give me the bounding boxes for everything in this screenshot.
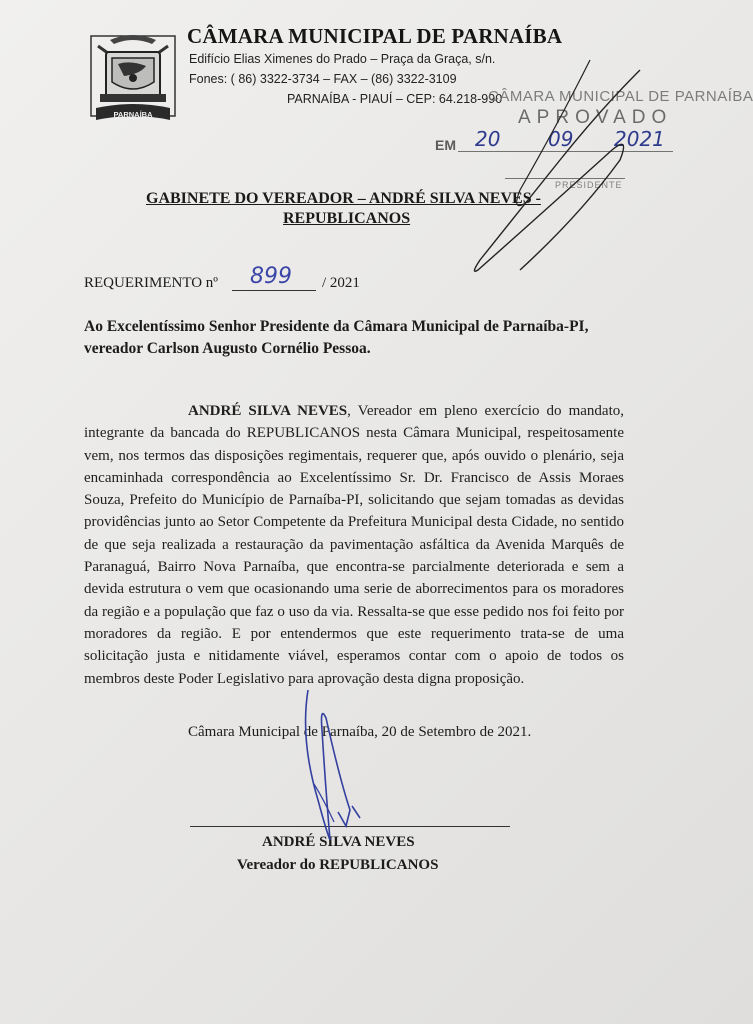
- request-number: 899: [250, 264, 292, 289]
- stamp-year: 2021: [614, 127, 665, 151]
- request-label: REQUERIMENTO nº: [84, 275, 218, 291]
- stamp-institution: CÂMARA MUNICIPAL DE PARNAÍBA: [488, 88, 753, 105]
- institution-address: Edifício Elias Ximenes do Prado – Praça da Graça, s/n.: [189, 52, 496, 66]
- stamp-day: 20: [475, 127, 501, 151]
- signer-role: Vereador do REPUBLICANOS: [237, 857, 439, 873]
- signature-line: [190, 826, 510, 827]
- body-text: , Vereador em pleno exercício do mandato, integrante da bancada do REPUBLICANOS nesta Câmara Municipal, respeitosamente vem, nos termos das disposições regimentais, requerer que, após ouvido o plenário, seja encaminhada correspondência ao Excelentíssimo Sr. Dr. Francisco de Assis Moraes Souza, Prefeito do Município de Parnaíba-PI, solicitando que sejam tomadas as devidas providências junto ao Setor Competente da Prefeitura Municipal desta Cidade, no sentido de que seja realizada a restauração da pavimentação asfáltica da Avenida Marquês de Paranaguá, Bairro Nova Parnaíba, que encontra-se parcialmente deteriorada e sem a devida estrutura o vem que ocasionando uma serie de aborrecimentos para os moradores da região e a população que faz o uso da via. Ressalta-se que esse pedido nos foi feito por moradores da região. E por entendermos que este requerimento trata-se de uma solicitação justa e nitidamente viável, esperamos contar com o apoio de todos os membros deste Poder Legislativo para aprovação desta digna proposição.: [84, 403, 624, 687]
- addressee-line-2: vereador Carlson Augusto Cornélio Pessoa.: [84, 340, 371, 357]
- closing-place-date: Câmara Municipal de Parnaíba, 20 de Setembro de 2021.: [188, 724, 532, 740]
- body-author: ANDRÉ SILVA NEVES: [188, 403, 348, 419]
- institution-phones: Fones: ( 86) 3322-3734 – FAX – (86) 3322-3109: [189, 72, 457, 86]
- request-number-line: [232, 290, 316, 291]
- author-signature-stroke-2: [314, 784, 334, 822]
- crest-banner: PARNAÍBA: [113, 110, 153, 119]
- request-body: [84, 400, 624, 690]
- stamp-em-label: EM: [435, 137, 456, 153]
- stamp-signer-label: PRESIDENTE: [555, 180, 623, 190]
- stamp-status: APROVADO: [518, 107, 673, 128]
- request-year: / 2021: [322, 275, 360, 291]
- author-signature-stroke: [306, 690, 360, 840]
- stamp-month: 09: [548, 127, 574, 151]
- addressee-line-1: Ao Excelentíssimo Senhor Presidente da Câmara Municipal de Parnaíba-PI,: [84, 318, 589, 335]
- institution-city: PARNAÍBA - PIAUÍ – CEP: 64.218-990: [287, 92, 503, 106]
- office-heading: GABINETE DO VEREADOR – ANDRÉ SILVA NEVES -: [146, 190, 541, 207]
- signer-name: ANDRÉ SILVA NEVES: [262, 834, 415, 850]
- municipal-crest-icon: [90, 30, 176, 126]
- office-party: REPUBLICANOS: [283, 210, 411, 227]
- stamp-date-line: [458, 151, 673, 152]
- stamp-signature-line: [505, 178, 625, 179]
- institution-title: CÂMARA MUNICIPAL DE PARNAÍBA: [187, 24, 563, 48]
